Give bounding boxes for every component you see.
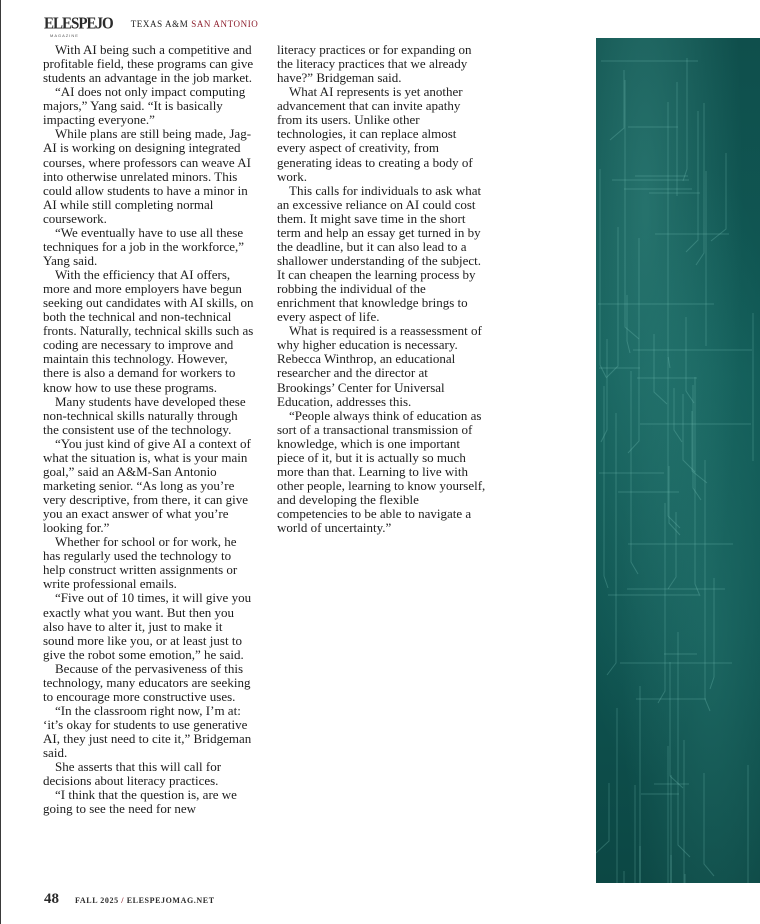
paragraph: “I think that the question is, are we going to see the need for new bbox=[43, 787, 237, 817]
circuit-trace bbox=[666, 746, 668, 883]
circuit-lines-graphic bbox=[596, 38, 760, 883]
circuit-trace bbox=[654, 334, 667, 404]
circuit-trace bbox=[596, 783, 609, 853]
article-column-left bbox=[43, 43, 255, 816]
article-column-right bbox=[277, 43, 487, 535]
circuit-trace bbox=[685, 874, 695, 883]
paragraph: “People always think of education as sort of a transactional transmission of knowledge, which is one important piece of it, but it is actually so much more than that. Learning to live with other people, learning to know yourself, and developing the flexible competencies to be able to navigate a world of uncertainty.” bbox=[277, 407, 486, 536]
masthead bbox=[44, 14, 259, 38]
paragraph: Whether for school or for work, he has regularly used the technology to help construct written assignments or write professional emails. bbox=[43, 534, 238, 592]
paragraph: What AI represents is yet another advancement that can invite apathy from its users. Unlike other technologies, it can replace almost every aspect of creativity, from generating ideas to creating a body of work. bbox=[277, 84, 473, 184]
circuit-trace bbox=[658, 503, 665, 703]
circuit-trace bbox=[610, 708, 617, 883]
circuit-trace bbox=[607, 413, 616, 675]
circuit-trace bbox=[686, 111, 698, 252]
circuit-trace bbox=[695, 377, 700, 596]
paragraph: With the efficiency that AI offers, more and more employers have begun seeking out candidates with AI skills, on both the technical and non-technical fronts. Naturally, technical skills such as coding are necessary to improve and maintain this technology. However, there is also a demand for workers to know how to use these programs. bbox=[43, 267, 254, 395]
circuit-trace bbox=[627, 785, 635, 883]
circuit-trace bbox=[636, 846, 640, 883]
paragraph: “You just kind of give AI a context of what the situation is, what is your main goal,” said an A&M-San Antonio marketing senior. “As long as you’re very descriptive, from there, it can give you an exact answer of what you’re looking for.” bbox=[43, 435, 251, 536]
paragraph: Because of the pervasiveness of this technology, many educators are seeking to encourage more constructive uses. bbox=[43, 660, 251, 704]
magazine-logo-subtitle: MAGAZINE bbox=[50, 33, 79, 38]
circuit-image bbox=[596, 38, 760, 883]
paragraph: “We eventually have to use all these techniques for a job in the workforce,” Yang said. bbox=[43, 224, 245, 268]
circuit-trace bbox=[693, 385, 701, 500]
circuit-trace bbox=[640, 686, 654, 883]
paragraph: What is required is a reassessment of why higher education is necessary. Rebecca Winthrop, an educational researcher and the director at Brookings’ Center for Universal Education, addresses this. bbox=[277, 323, 482, 409]
school-name-suffix: SAN ANTONIO bbox=[191, 19, 259, 29]
circuit-trace bbox=[669, 466, 680, 535]
footer-separator: / bbox=[118, 896, 127, 905]
circuit-trace bbox=[748, 765, 752, 883]
circuit-trace bbox=[683, 58, 687, 181]
paragraph: While plans are still being made, Jag-AI is working on designing integrated courses, where professors can weave AI into otherwise unrelated minors. This could allow students to have a minor in AI while still completing normal coursework. bbox=[43, 126, 252, 226]
paragraph: “AI does not only impact computing majors,” Yang said. “It is basically impacting everyone.” bbox=[43, 84, 246, 128]
paragraph: Many students have developed these non-technical skills naturally through the consistent use of the technology. bbox=[43, 393, 246, 437]
page-footer bbox=[44, 891, 215, 908]
paragraph: “Five out of 10 times, it will give you exactly what you want. But then you also have to alter it, just to make it sound more like you, or at least just to give the robot some emotion,” he said. bbox=[43, 590, 252, 662]
issue-label: FALL 2025 bbox=[75, 896, 119, 905]
circuit-trace bbox=[704, 773, 714, 876]
circuit-trace bbox=[606, 227, 618, 378]
magazine-logo: ELESPEJO bbox=[44, 14, 113, 33]
website-label: ELESPEJOMAG.NET bbox=[126, 896, 215, 905]
circuit-trace bbox=[600, 169, 606, 377]
paragraph: With AI being such a competitive and profitable field, these programs can give students an advantage in the job market. bbox=[43, 42, 254, 86]
circuit-trace bbox=[668, 357, 680, 528]
paragraph-continuation: literacy practices or for expanding on the literacy practices that we already have?” Bridgeman said. bbox=[277, 42, 472, 86]
paragraph: She asserts that this will call for decisions about literacy practices. bbox=[43, 759, 222, 789]
circuit-trace bbox=[705, 460, 710, 711]
circuit-trace bbox=[670, 662, 683, 788]
circuit-trace bbox=[610, 70, 624, 140]
school-name bbox=[131, 19, 259, 29]
school-name-prefix: TEXAS A&M bbox=[130, 19, 189, 29]
paragraph: “In the classroom right now, I’m at: ‘it’s okay for students to use generative AI, they just need to cite it,” Bridgeman said. bbox=[43, 702, 252, 761]
page-edge-rule bbox=[0, 0, 1, 924]
circuit-trace bbox=[674, 388, 682, 442]
circuit-trace bbox=[710, 578, 714, 689]
page-number: 48 bbox=[44, 891, 59, 907]
paragraph: This calls for individuals to ask what an excessive reliance on AI could cost them. It might save time in the short term and help an essay get turned in by the deadline, but it can also lead to a shallower understanding of the subject. It can cheapen the learning process by robbing the individual of the enrichment that knowledge brings to every aspect of life. bbox=[277, 182, 482, 325]
circuit-trace bbox=[711, 153, 726, 241]
footer-issue-line bbox=[75, 896, 215, 905]
circuit-trace bbox=[628, 238, 639, 453]
circuit-trace bbox=[668, 102, 670, 368]
